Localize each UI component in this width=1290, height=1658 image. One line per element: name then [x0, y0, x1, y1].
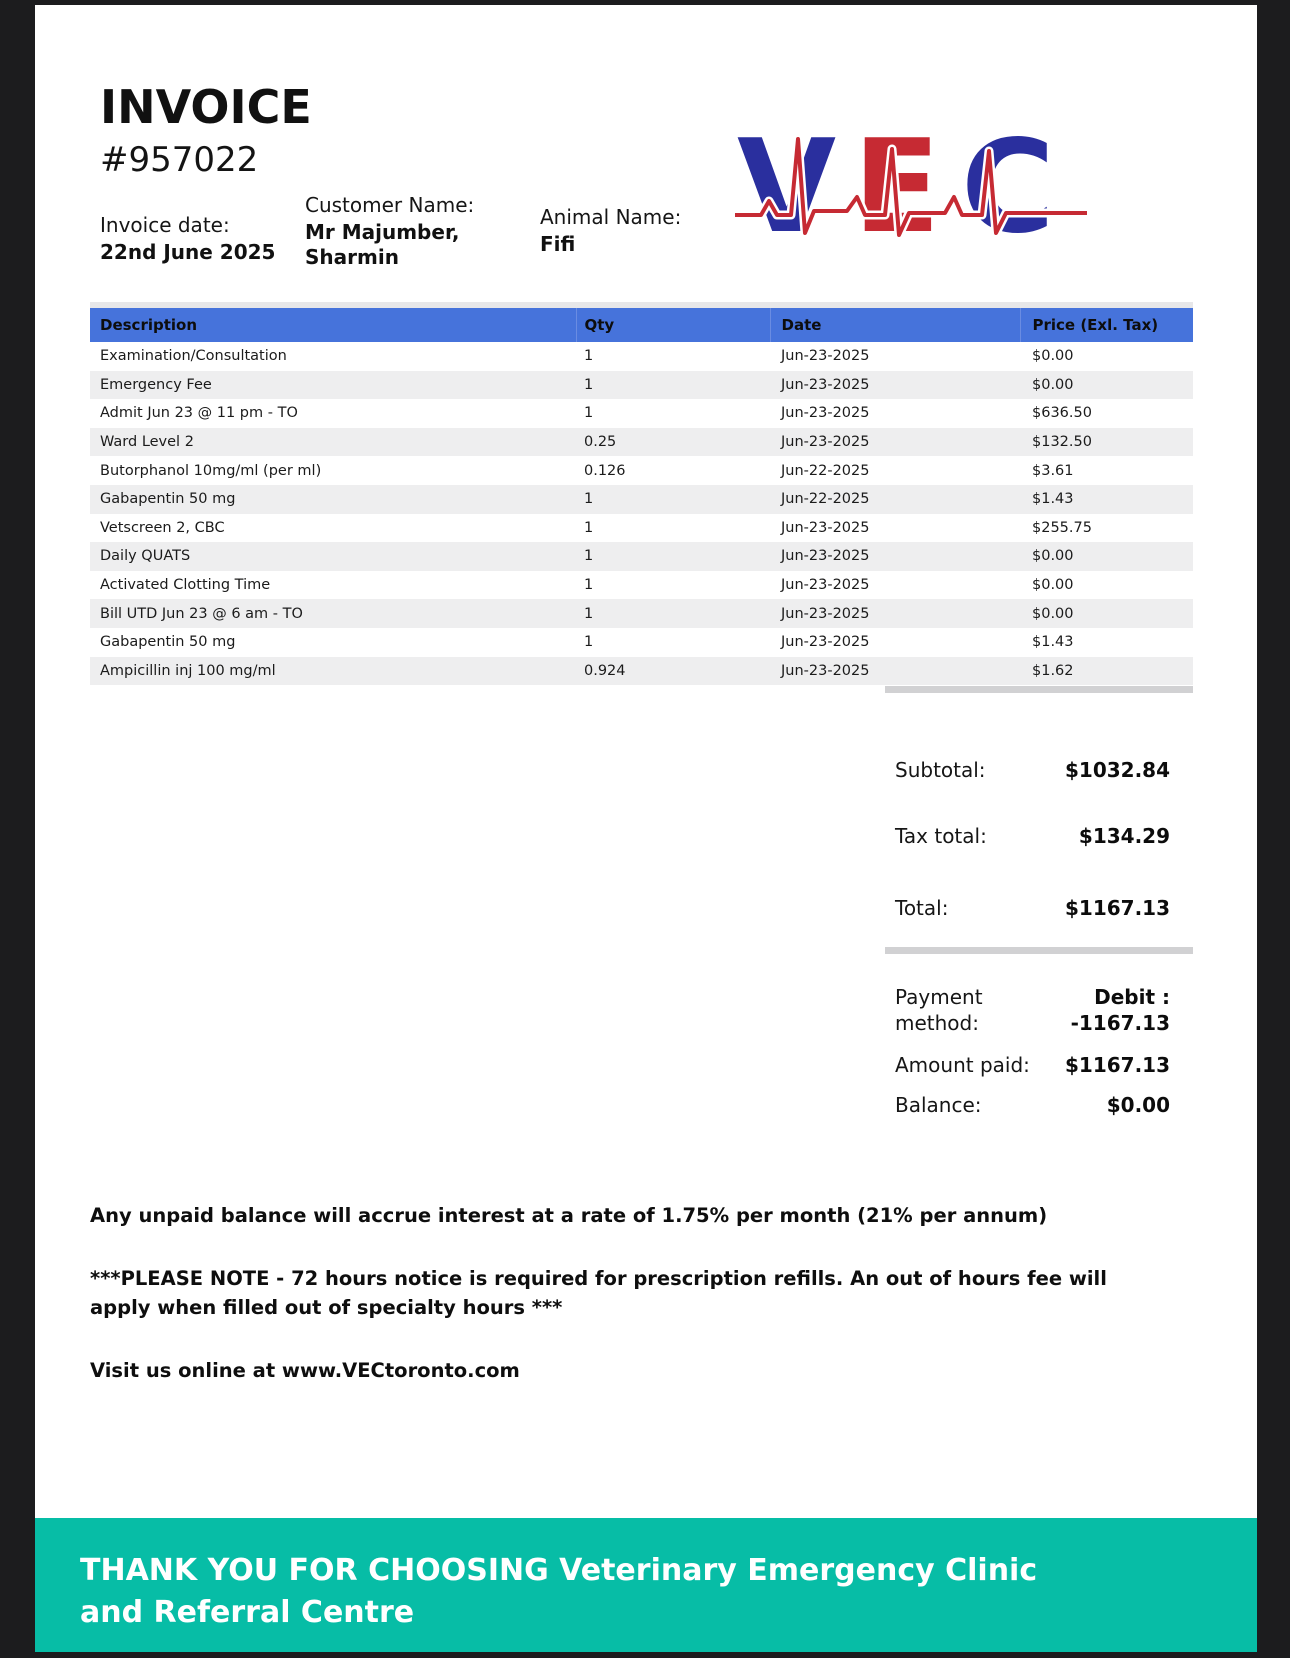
item-qty: 1	[584, 577, 594, 594]
item-description: Ampicillin inj 100 mg/ml	[100, 662, 276, 679]
item-qty: 0.924	[584, 662, 626, 679]
item-date: Jun-23-2025	[781, 434, 870, 451]
item-price: $1.43	[1032, 634, 1074, 651]
payment-method-row	[885, 984, 1193, 1036]
item-price: $132.50	[1032, 434, 1092, 451]
total-row	[885, 895, 1193, 921]
items-table	[90, 308, 1193, 685]
total-label: Total:	[895, 896, 949, 920]
vec-logo	[735, 123, 1087, 255]
item-description: Emergency Fee	[100, 376, 212, 393]
item-price: $0.00	[1032, 376, 1074, 393]
item-price: $0.00	[1032, 605, 1074, 622]
payment-method-value	[1071, 984, 1170, 1036]
item-qty: 0.126	[584, 462, 626, 479]
table-row	[90, 456, 1193, 485]
item-qty: 1	[584, 376, 594, 393]
table-row	[90, 399, 1193, 428]
item-date: Jun-22-2025	[781, 491, 870, 508]
item-price: $255.75	[1032, 519, 1092, 536]
balance-value: $0.00	[1106, 1093, 1170, 1117]
header-price: Price (Exl. Tax)	[1020, 308, 1193, 342]
item-description: Examination/Consultation	[100, 348, 287, 365]
item-date: Jun-23-2025	[781, 577, 870, 594]
customer-name-label: Customer Name:	[305, 193, 475, 217]
animal-name-value: Fifi	[540, 232, 576, 256]
footer-band	[35, 1518, 1257, 1652]
item-qty: 1	[584, 548, 594, 565]
table-row	[90, 599, 1193, 628]
svg-text:C: C	[961, 123, 1055, 255]
item-price: $1.62	[1032, 662, 1074, 679]
subtotal-value: $1032.84	[1064, 758, 1170, 782]
tax-total-row	[885, 823, 1193, 849]
table-row	[90, 428, 1193, 457]
item-qty: 1	[584, 491, 594, 508]
item-price: $3.61	[1032, 462, 1074, 479]
table-row	[90, 571, 1193, 600]
invoice-number: #957022	[100, 140, 259, 180]
animal-name-block	[540, 193, 681, 270]
item-qty: 1	[584, 519, 594, 536]
website-note: Visit us online at www.VECtoronto.com	[90, 1359, 520, 1382]
svg-text:V: V	[737, 123, 837, 255]
table-row	[90, 342, 1193, 371]
item-date: Jun-23-2025	[781, 405, 870, 422]
item-description: Butorphanol 10mg/ml (per ml)	[100, 462, 322, 479]
svg-text:E: E	[853, 123, 941, 255]
payment-method-amount: -1167.13	[1070, 1011, 1170, 1035]
animal-name-label: Animal Name:	[540, 205, 682, 229]
totals-section	[885, 686, 1193, 1118]
item-price: $0.00	[1032, 577, 1074, 594]
payment-divider	[885, 947, 1193, 954]
amount-paid-label: Amount paid:	[895, 1053, 1030, 1077]
header	[100, 80, 312, 180]
item-description: Vetscreen 2, CBC	[100, 519, 225, 536]
item-description: Gabapentin 50 mg	[100, 491, 236, 508]
header-description: Description	[90, 308, 576, 342]
thank-you-message: THANK YOU FOR CHOOSING Veterinary Emergency Clinic and Referral Centre	[80, 1553, 1038, 1630]
item-date: Jun-23-2025	[781, 548, 870, 565]
payment-method-label: Payment method:	[895, 985, 983, 1035]
invoice-date-value: 22nd June 2025	[100, 240, 276, 264]
item-date: Jun-23-2025	[781, 519, 870, 536]
subtotal-row	[885, 757, 1193, 783]
invoice-page	[35, 5, 1257, 1652]
table-row	[90, 542, 1193, 571]
item-price: $1.43	[1032, 491, 1074, 508]
item-price: $636.50	[1032, 405, 1092, 422]
item-date: Jun-23-2025	[781, 605, 870, 622]
item-date: Jun-23-2025	[781, 662, 870, 679]
table-row	[90, 628, 1193, 657]
item-date: Jun-22-2025	[781, 462, 870, 479]
amount-paid-row	[885, 1052, 1193, 1078]
amount-paid-value: $1167.13	[1064, 1053, 1170, 1077]
customer-name-block	[305, 193, 540, 270]
header-qty: Qty	[576, 308, 770, 342]
item-description: Ward Level 2	[100, 434, 194, 451]
item-description: Activated Clotting Time	[100, 577, 271, 594]
table-row	[90, 514, 1193, 543]
prescription-note: ***PLEASE NOTE - 72 hours notice is required for prescription refills. An out of hours fee will apply when filled out of specialty hours ***	[90, 1267, 1107, 1319]
item-description: Gabapentin 50 mg	[100, 634, 236, 651]
table-row	[90, 657, 1193, 686]
notes-section	[90, 1201, 1110, 1385]
item-date: Jun-23-2025	[781, 348, 870, 365]
table-row	[90, 371, 1193, 400]
tax-total-value: $134.29	[1078, 824, 1170, 848]
interest-note: Any unpaid balance will accrue interest at a rate of 1.75% per month (21% per annum)	[90, 1204, 1048, 1227]
item-description: Admit Jun 23 @ 11 pm - TO	[100, 405, 298, 422]
vec-logo-icon	[735, 123, 1087, 255]
item-price: $0.00	[1032, 348, 1074, 365]
item-price: $0.00	[1032, 548, 1074, 565]
balance-label: Balance:	[895, 1093, 982, 1117]
total-value: $1167.13	[1064, 896, 1170, 920]
customer-name-value: Mr Majumber, Sharmin	[305, 220, 460, 269]
invoice-date-block	[100, 193, 305, 270]
payment-method-type: Debit :	[1094, 985, 1170, 1009]
item-qty: 1	[584, 348, 594, 365]
item-qty: 1	[584, 605, 594, 622]
invoice-date-label: Invoice date:	[100, 213, 230, 237]
balance-row	[885, 1092, 1193, 1118]
totals-divider-top	[885, 686, 1193, 693]
item-description: Bill UTD Jun 23 @ 6 am - TO	[100, 605, 303, 622]
subtotal-label: Subtotal:	[895, 758, 986, 782]
item-date: Jun-23-2025	[781, 634, 870, 651]
item-qty: 0.25	[584, 434, 617, 451]
table-row	[90, 485, 1193, 514]
invoice-info-row	[100, 193, 760, 270]
item-description: Daily QUATS	[100, 548, 191, 565]
invoice-table-body	[90, 342, 1193, 685]
items-table-section	[90, 302, 1193, 685]
tax-total-label: Tax total:	[895, 824, 987, 848]
items-table-header	[90, 308, 1193, 342]
item-qty: 1	[584, 405, 594, 422]
item-qty: 1	[584, 634, 594, 651]
item-date: Jun-23-2025	[781, 376, 870, 393]
page-title: INVOICE	[100, 80, 312, 134]
header-date: Date	[770, 308, 1020, 342]
